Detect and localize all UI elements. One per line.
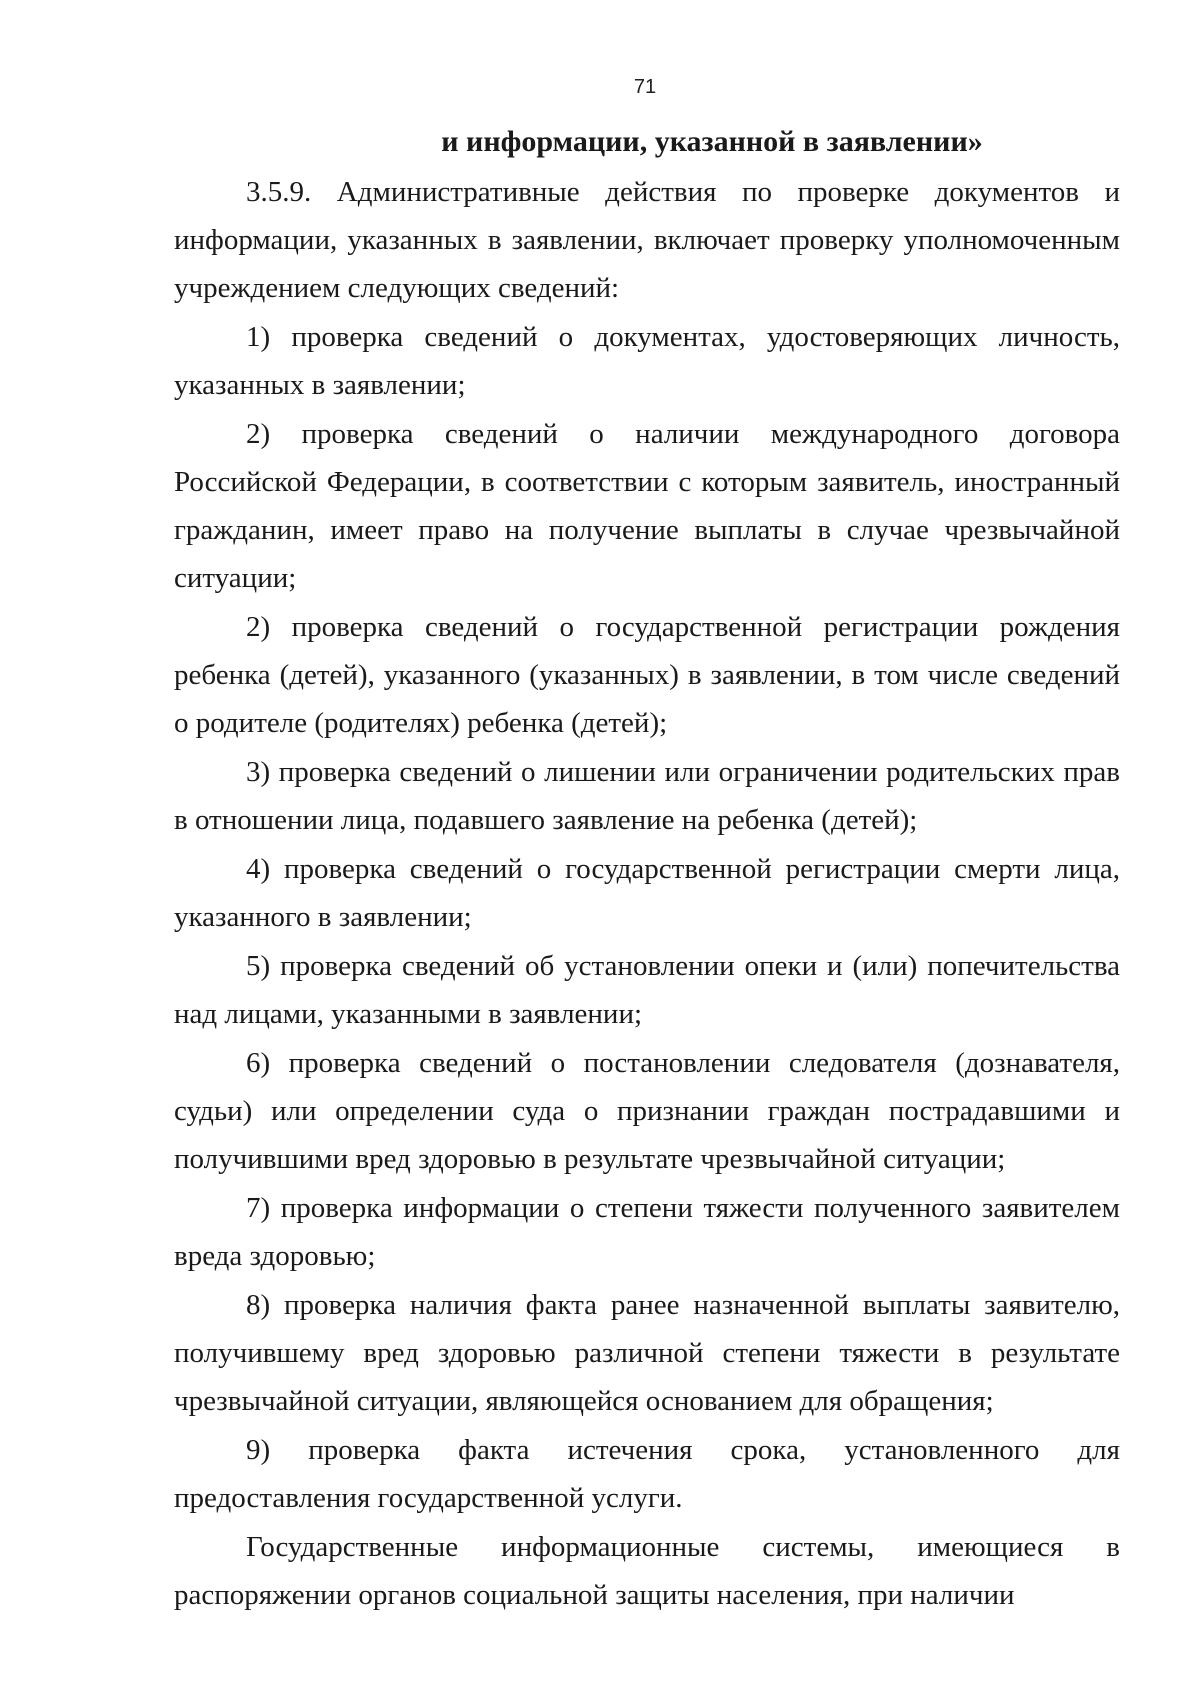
paragraph-item-2b: 2) проверка сведений о государственной регистрации рождения ребенка (детей), указанного (указанных) в заявлении, в том числе сведений о родителе (родителях) ребенка (детей); [174,611,1120,739]
paragraph-item-1: 1) проверка сведений о документах, удостоверяющих личность, указанных в заявлении; [174,321,1120,401]
document-body [174,118,1120,1620]
section-heading: и информации, указанной в заявлении» [441,125,983,158]
page-number: 71 [633,76,657,98]
paragraph-item-2a: 2) проверка сведений о наличии международного договора Российской Федерации, в соответствии с которым заявитель, иностранный гражданин, имеет право на получение выплаты в случае чрезвычайной ситуации; [174,418,1120,594]
paragraph-item-4: 4) проверка сведений о государственной регистрации смерти лица, указанного в заявлении; [174,853,1120,933]
paragraph-closing: Государственные информационные системы, имеющиеся в распоряжении органов социальной защиты населения, при наличии [174,1531,1120,1611]
paragraph-item-9: 9) проверка факта истечения срока, установленного для предоставления государственной услуги. [174,1434,1120,1514]
paragraph-item-3: 3) проверка сведений о лишении или ограничении родительских прав в отношении лица, подавшего заявление на ребенка (детей); [174,756,1120,836]
paragraph-item-7: 7) проверка информации о степени тяжести полученного заявителем вреда здоровью; [174,1192,1120,1272]
paragraph-intro: 3.5.9. Административные действия по проверке документов и информации, указанных в заявлении, включает проверку уполномоченным учреждением следующих сведений: [174,176,1120,304]
paragraph-item-6: 6) проверка сведений о постановлении следователя (дознавателя, судьи) или определении суда о признании граждан пострадавшими и получившими вред здоровью в результате чрезвычайной ситуации; [174,1047,1120,1175]
paragraph-item-5: 5) проверка сведений об установлении опеки и (или) попечительства над лицами, указанными в заявлении; [174,950,1120,1030]
paragraph-item-8: 8) проверка наличия факта ранее назначенной выплаты заявителю, получившему вред здоровью различной степени тяжести в результате чрезвычайной ситуации, являющейся основанием для обращения; [174,1289,1120,1417]
